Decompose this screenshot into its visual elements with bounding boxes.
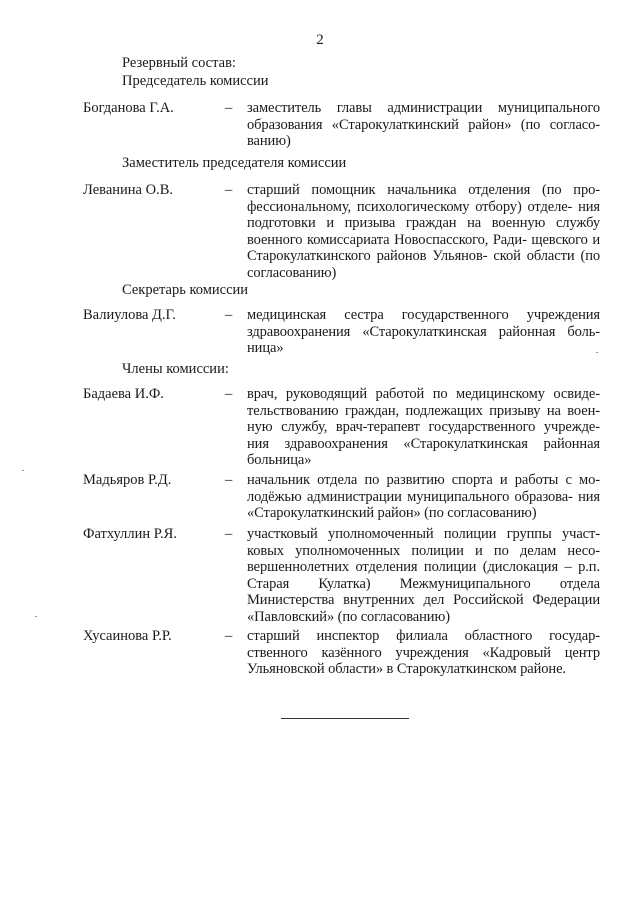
scan-speck: [22, 470, 24, 471]
section-members: Члены комиссии:: [122, 361, 229, 377]
member-description: старший помощник начальника отделения (по про- фессиональному, психологическому отбору) отделе- ния подготовки и призыва граждан на военную службу военного комиссариата Новоспасского, Ради- щевского и Старокулаткинского районов Ульянов- ской области (по согласованию): [247, 182, 601, 281]
end-rule: [281, 718, 409, 719]
member-name: Леванина О.В.: [83, 182, 173, 198]
dash: –: [225, 182, 233, 198]
member-description: начальник отдела по развитию спорта и работы с мо- лодёжью администрации муниципального образова- ния «Старокулаткинский район» (по согласованию): [247, 472, 600, 521]
section-deputy: Заместитель председателя комиссии: [122, 155, 347, 171]
section-secretary: Секретарь комиссии: [122, 282, 249, 298]
dash: –: [225, 386, 233, 402]
reserve-heading: Резервный состав:: [122, 55, 236, 71]
dash: –: [225, 472, 233, 488]
member-name: Валиулова Д.Г.: [83, 307, 176, 323]
dash: –: [225, 100, 233, 116]
member-name: Бадаева И.Ф.: [83, 386, 164, 402]
dash: –: [225, 526, 233, 542]
dash: –: [225, 628, 233, 644]
member-description: старший инспектор филиала областного государ- ственного казённого учреждения «Кадровый центр Ульяновской области» в Старокулаткинском районе.: [247, 628, 600, 677]
member-description: участковый уполномоченный полиции группы участ- ковых уполномоченных полиции и по делам несо- вершеннолетних отделения полиции (дислокация – р.п. Старая Кулатка) Межмуниципального отдела Министерства внутренних дел Российской Федерации «Павловский» (по согласованию): [247, 526, 600, 625]
dash: –: [225, 307, 233, 323]
section-chairman: Председатель комиссии: [122, 73, 269, 89]
member-name: Мадьяров Р.Д.: [83, 472, 172, 488]
member-name: Хусаинова Р.Р.: [83, 628, 172, 644]
member-description: медицинская сестра государственного учреждения здравоохранения «Старокулаткинская районная боль- ница»: [247, 307, 600, 356]
scan-speck: [596, 352, 598, 353]
member-name: Фатхуллин Р.Я.: [83, 526, 177, 542]
member-description: врач, руководящий работой по медицинскому освиде- тельствованию граждан, подлежащих призыву на воен- ную службу, врач-терапевт государственного учрежде- ния здравоохранения «Старокулаткинская районная больница»: [247, 386, 600, 468]
scan-speck: [35, 616, 37, 617]
page-number: 2: [316, 32, 324, 48]
member-name: Богданова Г.А.: [83, 100, 174, 116]
member-description: заместитель главы администрации муниципального образования «Старокулаткинский район» (по согласо- ванию): [247, 100, 600, 149]
